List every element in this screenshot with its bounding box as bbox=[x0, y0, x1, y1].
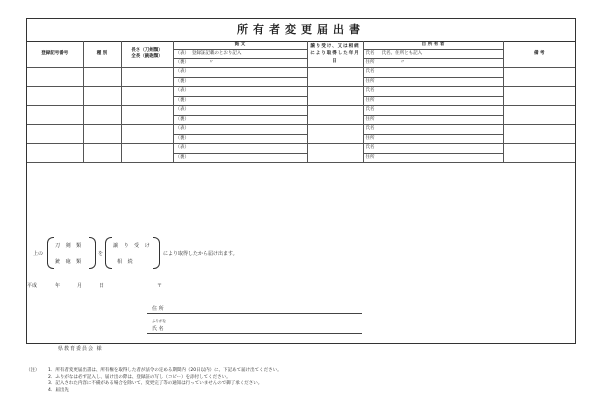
header-address: 住所 bbox=[365, 60, 375, 65]
length-cell[interactable] bbox=[121, 87, 173, 106]
owner-address-cell[interactable]: 住所 bbox=[363, 115, 503, 125]
form-title: 所有者変更届出書 bbox=[27, 19, 575, 42]
date-month: 月 bbox=[77, 283, 83, 289]
applicant-address-line[interactable] bbox=[147, 313, 362, 314]
entry-row bbox=[27, 106, 575, 116]
remarks-cell[interactable] bbox=[503, 125, 575, 144]
remarks-cell[interactable] bbox=[503, 68, 575, 87]
right-brace-1 bbox=[89, 237, 96, 269]
header-ura: （裏） bbox=[175, 60, 189, 65]
header-acquire-date: 譲り受け、又は相続により取得した年月日 bbox=[307, 41, 363, 68]
remarks-cell[interactable] bbox=[503, 106, 575, 125]
type-cell[interactable] bbox=[83, 68, 121, 87]
note-item-2: 2．ふりがなは必ず記入し、届け出の際は、登録証の写し（コピー）を添付してください。 bbox=[48, 374, 231, 380]
notes-head: （注） bbox=[26, 368, 40, 373]
owner-name-cell[interactable]: 氏名 bbox=[363, 87, 503, 97]
transfer-ue: 上の bbox=[33, 251, 44, 257]
acquire-date-cell[interactable] bbox=[307, 106, 363, 125]
inscription-ura-cell[interactable]: （裏） bbox=[173, 115, 307, 125]
header-inscription: 銘 文 bbox=[173, 41, 307, 50]
header-name-cell bbox=[363, 50, 503, 59]
entry-row bbox=[27, 68, 575, 78]
option-joju: 譲 り 受 け bbox=[113, 243, 152, 249]
option-sozoku: 相 続 bbox=[117, 259, 135, 265]
applicant-block bbox=[147, 302, 362, 342]
date-day: 日 bbox=[99, 283, 105, 289]
board-addressee: 県教育委員会 様 bbox=[58, 346, 103, 352]
acquire-date-cell[interactable] bbox=[307, 68, 363, 87]
header-omote-note: 登録証記載のとおり記入 bbox=[191, 51, 242, 56]
entry-row bbox=[27, 144, 575, 154]
header-omote-cell bbox=[173, 50, 307, 59]
header-reg-no: 登録記号番号 bbox=[27, 41, 83, 68]
length-cell[interactable] bbox=[121, 144, 173, 163]
inscription-omote-cell[interactable]: （表） bbox=[173, 87, 307, 97]
note-item-3: 3．記入された内容に不備がある場合を除いて、変更完了等の通知は行っていませんので御了承ください。 bbox=[48, 381, 263, 386]
header-name-note: 氏名、住所とも記入 bbox=[381, 51, 423, 56]
length-cell[interactable] bbox=[121, 106, 173, 125]
header-address-cell bbox=[363, 59, 503, 68]
inscription-ura-cell[interactable]: （裏） bbox=[173, 153, 307, 163]
inscription-omote-cell[interactable]: （表） bbox=[173, 125, 307, 135]
left-brace-2 bbox=[105, 237, 112, 269]
length-cell[interactable] bbox=[121, 68, 173, 87]
ownership-change-form bbox=[26, 18, 576, 344]
header-name: 氏名 bbox=[365, 51, 375, 56]
inscription-omote-cell[interactable]: （表） bbox=[173, 68, 307, 78]
acquire-date-cell[interactable] bbox=[307, 144, 363, 163]
note-item-4: 4．届出先 bbox=[48, 387, 69, 393]
acquire-date-cell[interactable] bbox=[307, 87, 363, 106]
inscription-omote-cell[interactable]: （表） bbox=[173, 106, 307, 116]
date-year: 年 bbox=[55, 283, 61, 289]
applicant-address-label: 住 所 bbox=[152, 306, 164, 312]
inscription-omote-cell[interactable]: （表） bbox=[173, 144, 307, 154]
header-length: 長さ（刀剣類） 全長（銃砲類） bbox=[121, 41, 173, 68]
owner-address-cell[interactable]: 住所 bbox=[363, 96, 503, 106]
applicant-name-label: 氏 名 bbox=[152, 326, 164, 332]
entry-row bbox=[27, 125, 575, 135]
length-cell[interactable] bbox=[121, 125, 173, 144]
inscription-ura-cell[interactable]: （裏） bbox=[173, 96, 307, 106]
inscription-ura-cell[interactable]: （裏） bbox=[173, 134, 307, 144]
header-address-note: 〃 bbox=[400, 60, 405, 65]
header-owner: 目 所 有 者 bbox=[363, 41, 503, 50]
reg-no-cell[interactable] bbox=[27, 106, 83, 125]
transfer-statement bbox=[33, 234, 333, 270]
right-brace-2 bbox=[153, 237, 160, 269]
header-ura-note: 〃 bbox=[209, 60, 214, 65]
type-cell[interactable] bbox=[83, 106, 121, 125]
note-item-1: 1．所有者変更届出書は、所有権を取得した者が法令の定める期間内（20日以内）に、下記あて届け出てください。 bbox=[48, 368, 282, 373]
transfer-text: により取得したから届け出ます。 bbox=[163, 251, 238, 257]
entry-rows bbox=[27, 68, 575, 163]
reg-no-cell[interactable] bbox=[27, 144, 83, 163]
entry-row bbox=[27, 87, 575, 97]
option-sword: 刀 剣 類 bbox=[55, 243, 84, 249]
owner-name-cell[interactable]: 氏名 bbox=[363, 144, 503, 154]
left-brace-1 bbox=[47, 237, 54, 269]
remarks-cell[interactable] bbox=[503, 144, 575, 163]
owner-address-cell[interactable]: 住所 bbox=[363, 153, 503, 163]
header-ura-cell bbox=[173, 59, 307, 68]
owner-name-cell[interactable]: 氏名 bbox=[363, 125, 503, 135]
header-remarks: 備 考 bbox=[503, 41, 575, 68]
acquire-date-cell[interactable] bbox=[307, 125, 363, 144]
type-cell[interactable] bbox=[83, 144, 121, 163]
reg-no-cell[interactable] bbox=[27, 68, 83, 87]
owner-address-cell[interactable]: 住所 bbox=[363, 134, 503, 144]
date-zip: 〒 bbox=[157, 283, 163, 289]
applicant-furigana: ふりがな bbox=[152, 319, 166, 323]
header-omote: （表） bbox=[175, 51, 189, 56]
type-cell[interactable] bbox=[83, 125, 121, 144]
transfer-wo: を bbox=[98, 251, 106, 257]
reg-no-cell[interactable] bbox=[27, 87, 83, 106]
type-cell[interactable] bbox=[83, 87, 121, 106]
owner-name-cell[interactable]: 氏名 bbox=[363, 106, 503, 116]
option-gun: 銃 砲 類 bbox=[55, 259, 84, 265]
remarks-cell[interactable] bbox=[503, 87, 575, 106]
registration-table bbox=[27, 41, 575, 163]
header-type: 種 別 bbox=[83, 41, 121, 68]
inscription-ura-cell[interactable]: （裏） bbox=[173, 77, 307, 87]
owner-name-cell[interactable]: 氏名 bbox=[363, 68, 503, 78]
applicant-name-line[interactable] bbox=[147, 333, 362, 334]
date-line bbox=[27, 282, 197, 290]
owner-address-cell[interactable]: 住所 bbox=[363, 77, 503, 87]
date-era: 平成 bbox=[27, 283, 38, 289]
reg-no-cell[interactable] bbox=[27, 125, 83, 144]
